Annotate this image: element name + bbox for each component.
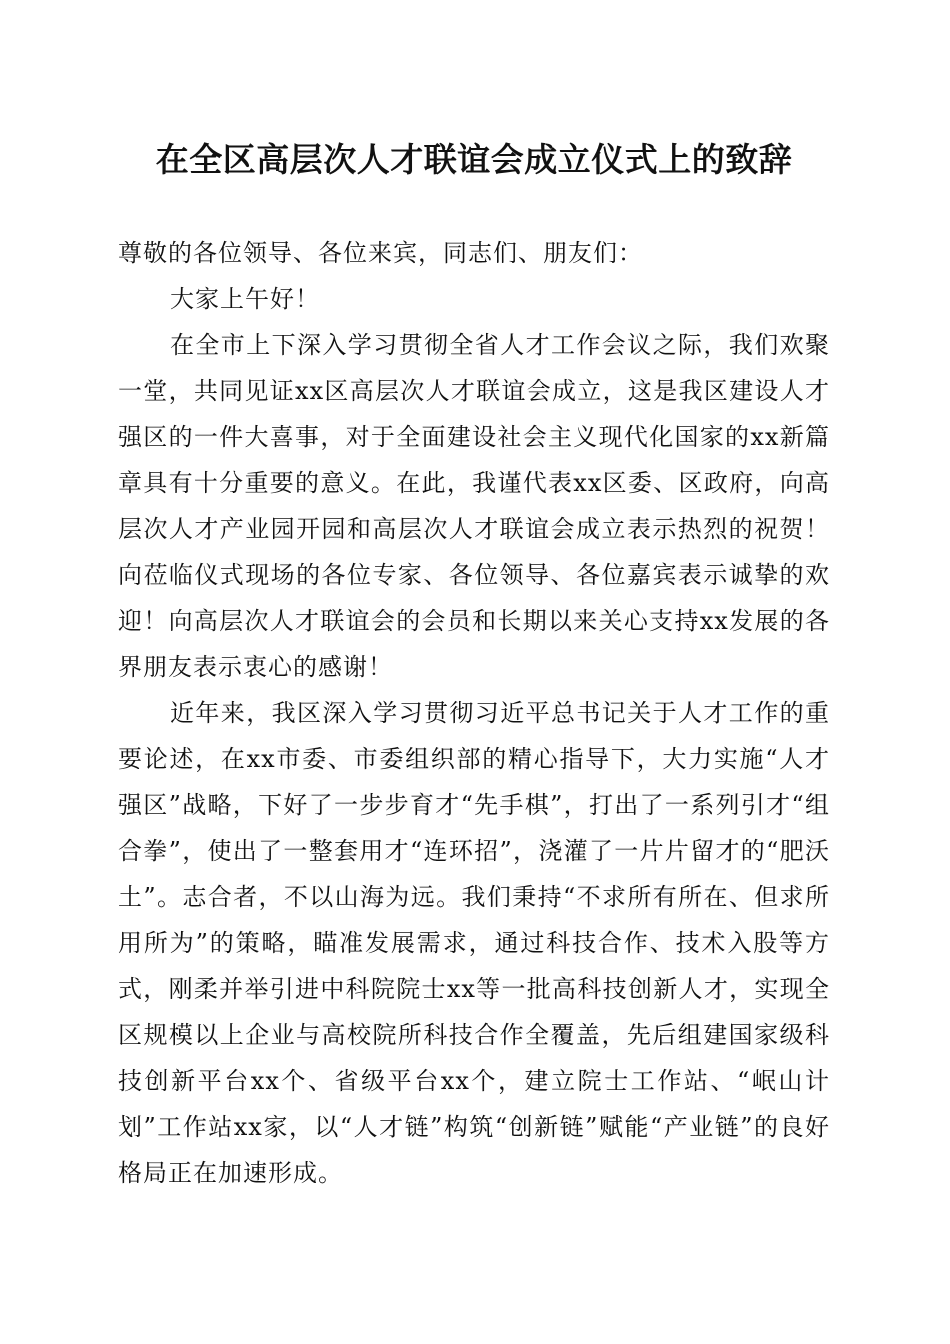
paragraph-congratulations: 在全市上下深入学习贯彻全省人才工作会议之际，我们欢聚一堂，共同见证xx区高层次人才联谊会成立，这是我区建设人才强区的一件大喜事，对于全面建设社会主义现代化国家的xx新篇章具有十分重要的意义。在此，我谨代表xx区委、区政府，向高层次人才产业园开园和高层次人才联谊会成立表示热烈的祝贺！向莅临仪式现场的各位专家、各位领导、各位嘉宾表示诚挚的欢迎！向高层次人才联谊会的会员和长期以来关心支持xx发展的各界朋友表示衷心的感谢！ [118,331,830,681]
paragraph-achievements: 近年来，我区深入学习贯彻习近平总书记关于人才工作的重要论述，在xx市委、市委组织部的精心指导下，大力实施“人才强区”战略，下好了一步步育才“先手棋”，打出了一系列引才“组合拳”，使出了一整套用才“连环招”，浇灌了一片片留才的“肥沃土”。志合者，不以山海为远。我们秉持“不求所有所在、但求所用所为”的策略，瞄准发展需求，通过科技合作、技术入股等方式，刚柔并举引进中科院院士xx等一批高科技创新人才，实现全区规模以上企业与高校院所科技合作全覆盖，先后组建国家级科技创新平台xx个、省级平台xx个，建立院士工作站、“岷山计划”工作站xx家，以“人才链”构筑“创新链”赋能“产业链”的良好格局正在加速形成。 [118,699,830,1187]
paragraph-greeting: 大家上午好！ [170,285,320,313]
salutation: 尊敬的各位领导、各位来宾，同志们、朋友们： [118,239,643,267]
document-title: 在全区高层次人才联谊会成立仪式上的致辞 [155,140,793,179]
document-page [118,132,830,1196]
